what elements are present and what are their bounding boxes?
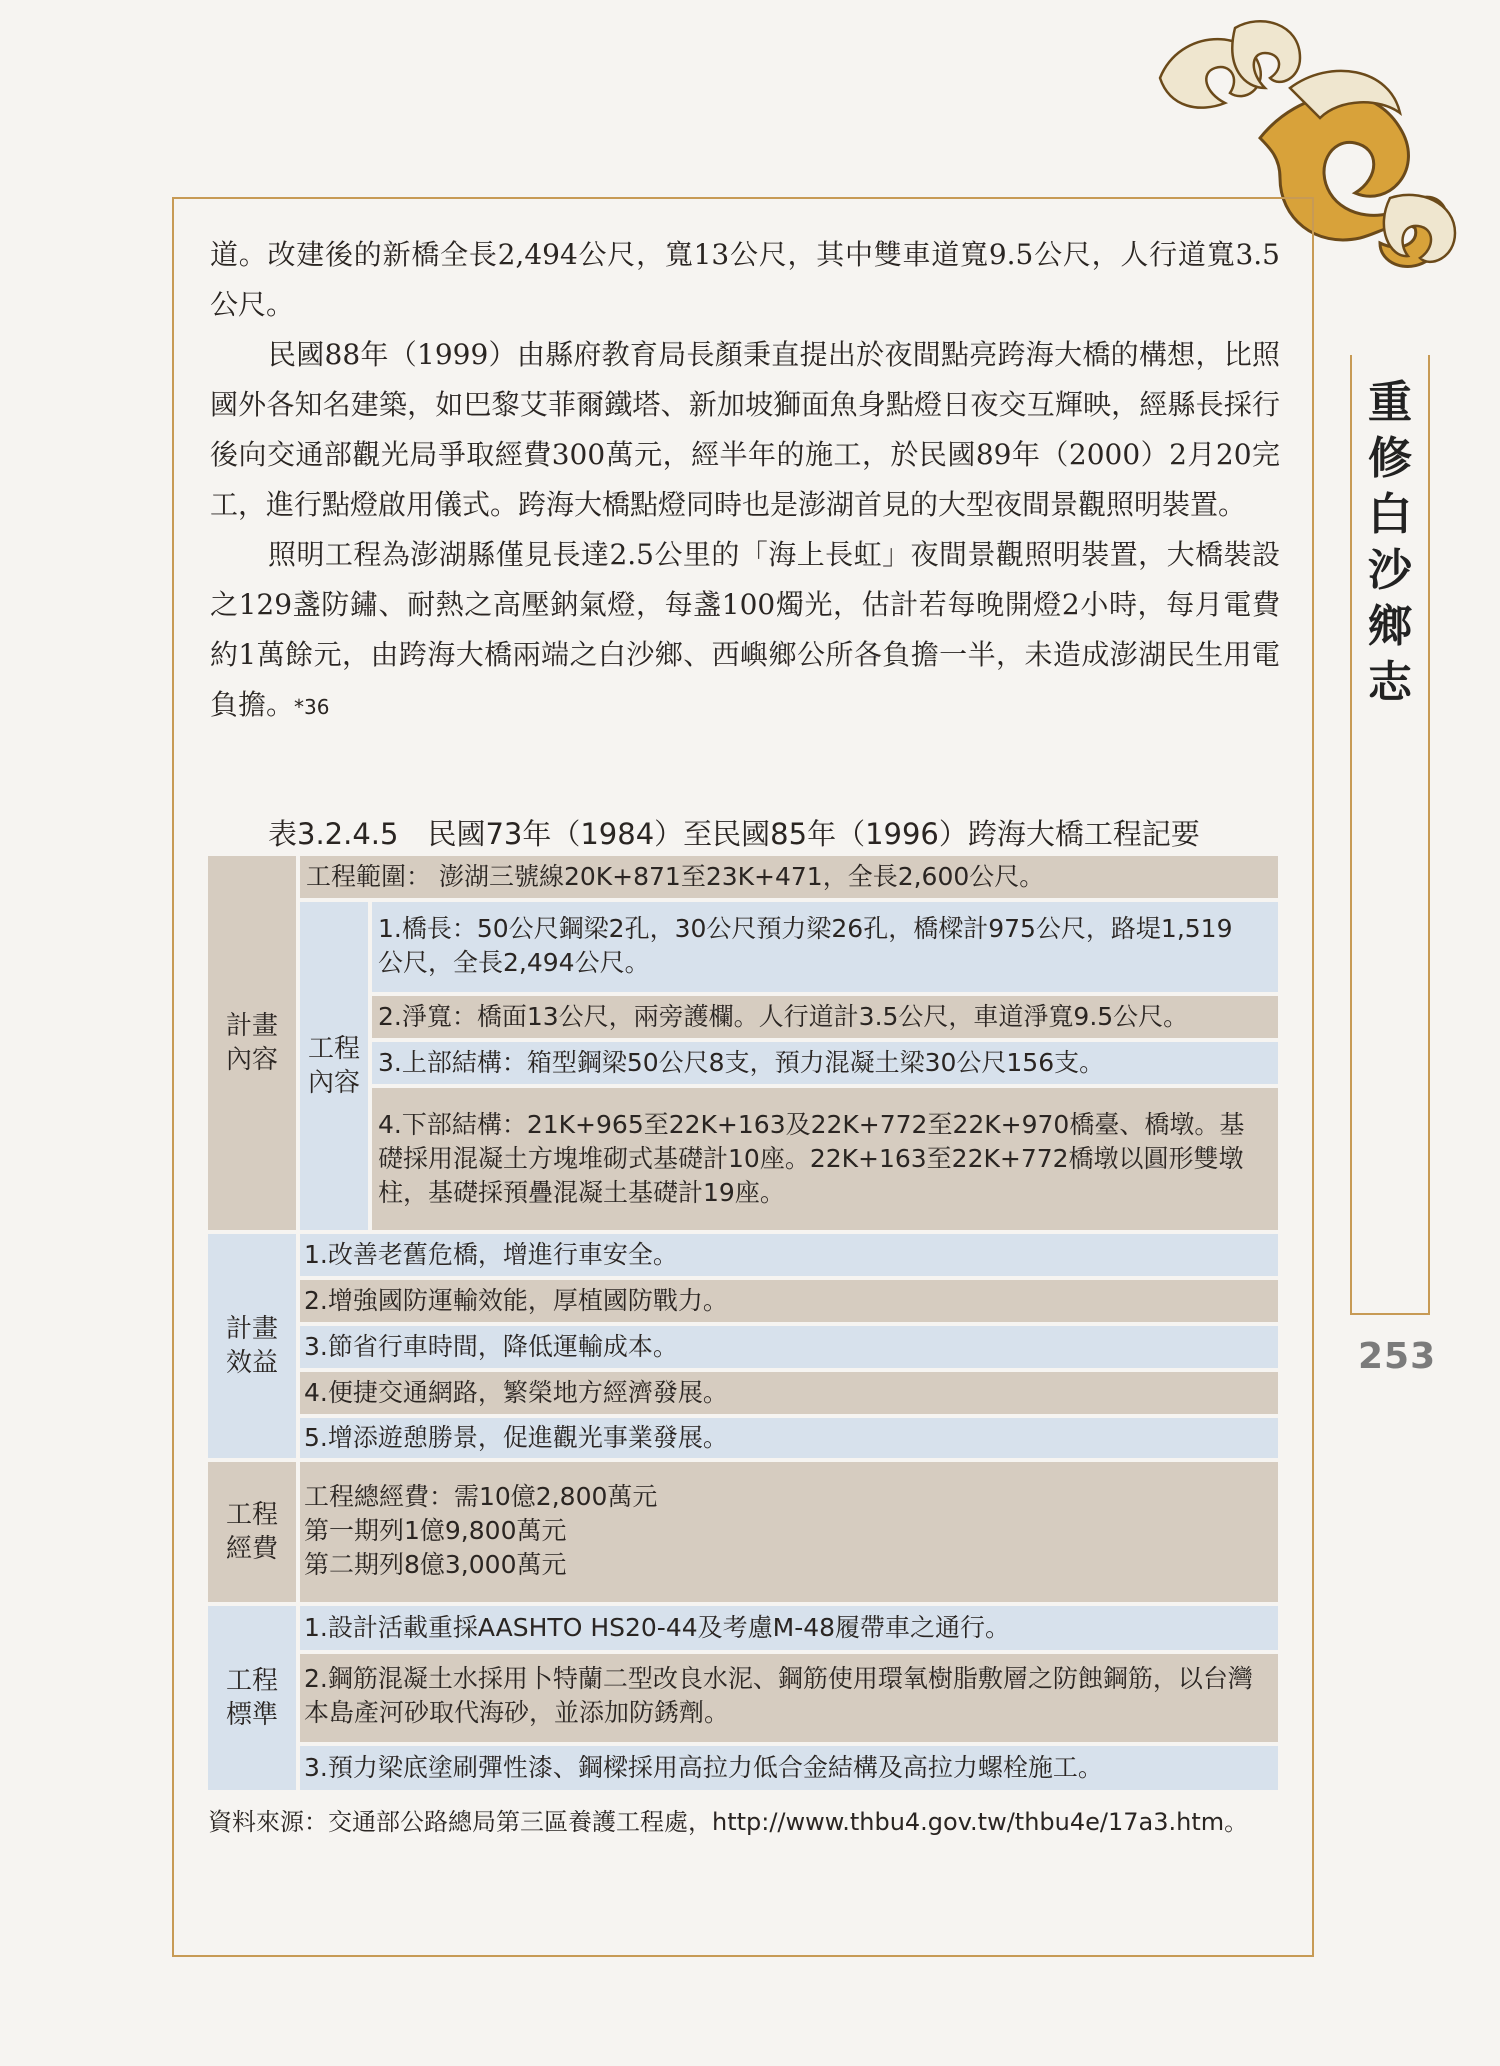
page-number: 253 <box>1358 1336 1437 1377</box>
book-title: 重修白沙鄉志 <box>1368 377 1412 708</box>
section-label-plan-benefit: 計畫效益 <box>225 1314 278 1378</box>
paragraph-3-text: 照明工程為澎湖縣僅見長達2.5公里的「海上長虹」夜間景觀照明裝置，大橋裝設之129盞防鏽、耐熱之高壓鈉氣燈，每盞100燭光，估計若每晚開燈2小時，每月電費約1萬餘元，由跨海大橋兩端之白沙鄉、西嶼鄉公所各負擔一半，未造成澎湖民生用電負擔。 <box>210 538 1280 721</box>
benefit-item: 5.增添遊憩勝景，促進觀光事業發展。 <box>304 1423 728 1452</box>
benefit-item: 4.便捷交通網路，繁榮地方經濟發展。 <box>304 1378 728 1407</box>
source-text: 交通部公路總局第三區養護工程處，http://www.thbu4.gov.tw/thbu4e/17a3.htm。 <box>328 1808 1249 1836</box>
content-item: 1.橋長：50公尺鋼梁2孔，30公尺預力梁26孔，橋樑計975公尺，路堤1,519公尺，全長2,494公尺。 <box>378 914 1233 977</box>
footnote-ref: *36 <box>294 695 330 719</box>
benefit-item: 2.增強國防運輸效能，厚植國防戰力。 <box>304 1286 728 1315</box>
sub-label-work-content: 工程內容 <box>307 1034 360 1098</box>
cost-line: 工程總經費：需10億2,800萬元 <box>304 1482 658 1511</box>
scope-text: 工程範圍： 澎湖三號線20K+871至23K+471，全長2,600公尺。 <box>306 862 1045 891</box>
table-title: 表3.2.4.5 民國73年（1984）至民國85年（1996）跨海大橋工程記要 <box>268 817 1200 851</box>
content-item: 4.下部結構：21K+965至22K+163及22K+772至22K+970橋臺、橋墩。基礎採用混凝土方塊堆砌式基礎計10座。22K+163至22K+772橋墩以圓形雙墩柱，基礎採預疊混凝土基礎計19座。 <box>378 1110 1245 1207</box>
section-label-cost: 工程經費 <box>225 1500 278 1564</box>
content-item: 2.淨寬：橋面13公尺，兩旁護欄。人行道計3.5公尺，車道淨寬9.5公尺。 <box>378 1002 1189 1031</box>
section-label-standard: 工程標準 <box>225 1666 278 1730</box>
standard-item: 1.設計活載重採AASHTO HS20-44及考慮M-48履帶車之通行。 <box>304 1613 1011 1642</box>
benefit-item: 1.改善老舊危橋，增進行車安全。 <box>304 1240 678 1269</box>
cost-line: 第二期列8億3,000萬元 <box>304 1550 567 1579</box>
standard-item: 3.預力梁底塗刷彈性漆、鋼樑採用高拉力低合金結構及高拉力螺栓施工。 <box>304 1753 1103 1782</box>
content-item: 3.上部結構：箱型鋼梁50公尺8支，預力混凝土梁30公尺156支。 <box>378 1048 1105 1077</box>
source-note <box>208 1804 1288 1840</box>
cost-line: 第一期列1億9,800萬元 <box>304 1516 567 1545</box>
body-text <box>210 230 1280 732</box>
section-label-plan-content: 計畫內容 <box>225 1011 278 1075</box>
paragraph-1: 道。改建後的新橋全長2,494公尺，寬13公尺，其中雙車道寬9.5公尺，人行道寬3.5公尺。 <box>210 238 1280 321</box>
paragraph-3 <box>210 530 1280 732</box>
paragraph-2: 民國88年（1999）由縣府教育局長顏秉直提出於夜間點亮跨海大橋的構想，比照國外各知名建築，如巴黎艾菲爾鐵塔、新加坡獅面魚身點燈日夜交互輝映，經縣長採行後向交通部觀光局爭取經費300萬元，經半年的施工，於民國89年（2000）2月20完工，進行點燈啟用儀式。跨海大橋點燈同時也是澎湖首見的大型夜間景觀照明裝置。 <box>210 338 1280 521</box>
standard-item: 2.鋼筋混凝土水採用卜特蘭二型改良水泥、鋼筋使用環氧樹脂敷層之防蝕鋼筋，以台灣本島產河砂取代海砂，並添加防銹劑。 <box>304 1664 1253 1727</box>
source-label: 資料來源： <box>208 1808 328 1836</box>
benefit-item: 3.節省行車時間，降低運輸成本。 <box>304 1332 678 1361</box>
